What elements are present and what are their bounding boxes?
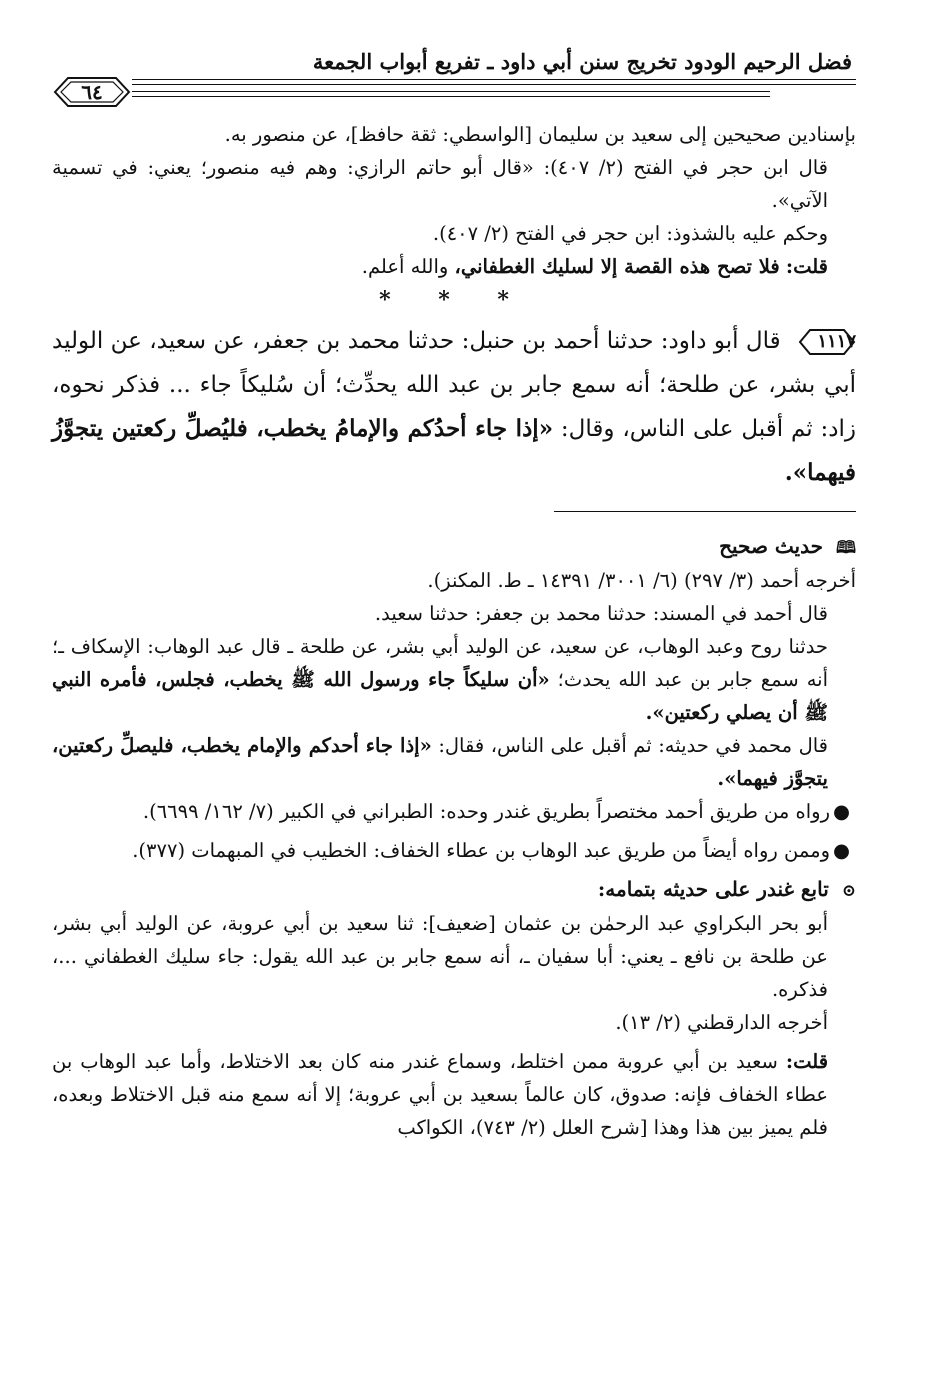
list-item-text: رواه من طريق أحمد مختصراً بطريق غندر وحده: الطبراني في الكبير (٧/ ١٦٢/ ٦٦٩٩).	[142, 800, 830, 823]
bullet-icon: ●	[832, 800, 850, 823]
intro-paragraph: قال ابن حجر في الفتح (٢/ ٤٠٧): «قال أبو حاتم الرازي: وهم فيه منصور؛ يعني: في تسمية الآتي».	[52, 156, 829, 212]
page-number-badge	[52, 75, 132, 109]
page-content	[52, 118, 856, 1144]
header-rule	[52, 91, 770, 92]
takhrij-paragraph	[52, 729, 856, 795]
takhrij-paragraph: قال أحمد في المسند: حدثنا محمد بن جعفر: حدثنا سعيد.	[374, 602, 828, 625]
grading-heading	[52, 530, 856, 564]
running-header	[52, 48, 856, 108]
header-rule	[52, 84, 856, 85]
bullet-icon: ●	[832, 839, 850, 862]
grading-label: حديث صحيح	[719, 534, 823, 558]
hadith-isnad: قال أبو داود: حدثنا أحمد بن حنبل: حدثنا محمد بن جعفر، عن سعيد، عن الوليد أبي بشر، عن طلحة؛ أنه سمع جابر بن عبد الله يحدِّث؛ أن سُليكاً جاء ... فذكر نحوه، زاد: ثم أقبل على الناس، وقال:	[52, 328, 856, 442]
takhrij-quote: «أن سليكاً جاء ورسول الله ﷺ يخطب، فجلس، فأمره النبي ﷺ أن يصلي ركعتين».	[52, 668, 828, 724]
hadith-text	[52, 319, 856, 495]
header-rule	[52, 79, 856, 80]
takhrij-paragraph	[52, 630, 856, 729]
followup-paragraph: أبو بحر البكراوي عبد الرحمٰن بن عثمان [ضعيف]: ثنا سعيد بن أبي عروبة، عن الوليد أبي بشر، عن طلحة بن نافع ـ يعني: أبا سفيان ـ، أنه سمع جابر بن عبد الله يقول: جاء سليك الغطفاني ...، فذكره.	[52, 912, 828, 1001]
takhrij-paragraph: أخرجه أحمد (٣/ ٢٩٧) (٦/ ٣٠٠١/ ١٤٣٩١ ـ ط. المكنز).	[427, 569, 856, 592]
followup-conclusion	[52, 1045, 856, 1144]
list-item-text: وممن رواه أيضاً من طريق عبد الوهاب بن عطاء الخفاف: الخطيب في المبهمات (٣٧٧).	[132, 839, 830, 862]
intro-paragraph: وحكم عليه بالشذوذ: ابن حجر في الفتح (٢/ ٤٠٧).	[432, 222, 828, 245]
takhrij-isnad: قال محمد في حديثه: ثم أقبل على الناس، فقال:	[438, 734, 828, 757]
qultu-label: قلت:	[785, 1050, 829, 1073]
followup-heading-text: تابع غندر على حديثه بتمامه:	[597, 877, 829, 901]
header-title: فضل الرحيم الودود تخريج سنن أبي داود ـ تفريع أبواب الجمعة	[312, 49, 852, 74]
followup-heading	[52, 873, 856, 907]
header-rule	[52, 96, 770, 97]
hadith-number: ١١١٧	[817, 331, 856, 352]
hadith-quote: «إذا جاء أحدُكم والإمامُ يخطب، فليُصلِّ ركعتين يتجوَّزُ فيهما».	[52, 415, 856, 486]
conclusion-bold: فلا تصح هذه القصة إلا لسليك الغطفاني،	[454, 255, 780, 278]
section-separator-stars: * * *	[379, 287, 529, 313]
book-icon: 🕮	[835, 538, 856, 558]
list-item	[52, 795, 856, 828]
page-number: ٦٤	[81, 80, 103, 104]
hadith-number-badge	[798, 327, 856, 357]
followup-conclusion-text: سعيد بن أبي عروبة ممن اختلط، وسماع غندر منه كان بعد الاختلاط، وأما عبد الوهاب بن عطاء الخفاف فإنه: صدوق، كان عالماً بسعيد بن أبي عروبة؛ إلا أنه سمع منه قبل الاختلاط وبعده، فلم يميز بين هذا وهذا [شرح العلل (٢/ ٧٤٣)، الكواكب	[52, 1050, 828, 1139]
footnote-divider	[554, 511, 856, 512]
qultu-label: قلت:	[785, 255, 828, 278]
followup-paragraph: أخرجه الدارقطني (٢/ ١٣).	[615, 1011, 828, 1034]
ring-icon: ⊙	[841, 881, 856, 901]
takhrij-quote: «إذا جاء أحدكم والإمام يخطب، فليصلِّ ركعتين، يتجوَّز فيهما».	[52, 734, 828, 790]
book-page	[52, 0, 856, 1374]
list-item	[52, 834, 856, 867]
takhrij-isnad: حدثنا روح وعبد الوهاب، عن سعيد، عن الوليد أبي بشر، عن طلحة ـ قال عبد الوهاب: الإسكاف ـ؛ أنه سمع جابر بن عبد الله يحدث؛	[52, 635, 829, 691]
intro-paragraph: بإسنادين صحيحين إلى سعيد بن سليمان [الواسطي: ثقة حافظ]، عن منصور به.	[224, 123, 856, 146]
intro-conclusion	[52, 250, 856, 283]
conclusion-rest: والله أعلم.	[361, 255, 449, 278]
